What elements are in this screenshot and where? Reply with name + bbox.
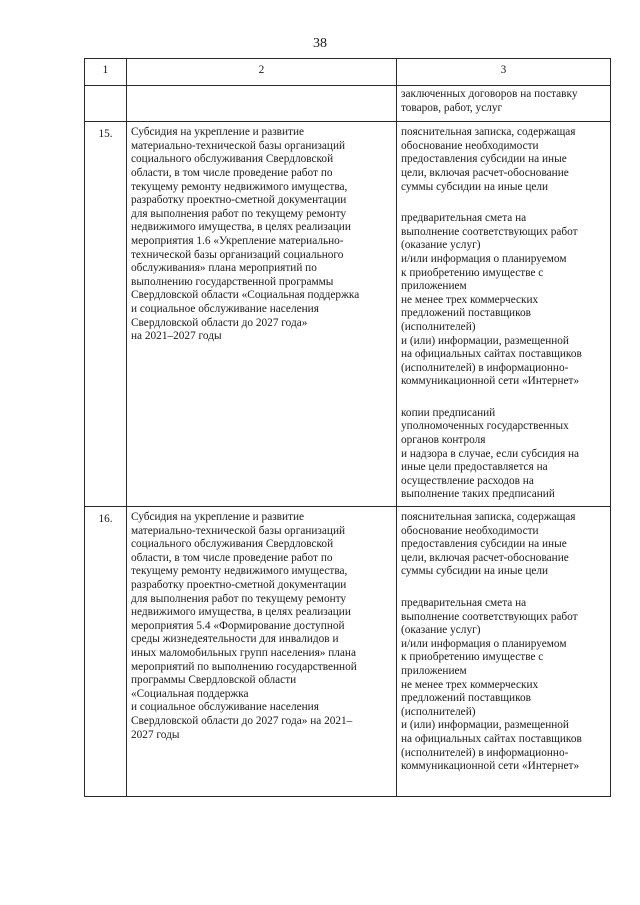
continued-text: заключенных договоров на поставку товаров, работ, услуг [401,88,578,114]
document-item: пояснительная записка, содержащая обоснование необходимости предоставления субсидии на иные цели, включая расчет-обоснование суммы субсидии на иные цели [401,511,576,578]
continuation-docs-cell [397,86,611,122]
row-number: 15. [85,122,127,507]
document-item: предварительная смета на выполнение соответствующих работ (оказание услуг) и/или информация о планируемом к приобретению имуществе с приложением не менее трех коммерческих предложений поставщиков (исполнителей) и (или) информации, размещенной на официальных сайтах поставщиков (исполнителей) в информационно- коммуникационной сети «Интернет» [401,597,582,773]
document-item: копии предписаний уполномоченных государственных органов контроля и надзора в случае, если субсидия на иные цели предоставляется на осуществление расходов на выполнение таких предписаний [401,406,580,501]
continuation-num-cell [85,86,127,122]
subsidy-description: Субсидия на укрепление и развитие материально-технической базы организаций социального обслуживания Свердловской области, в том числе проведение работ по текущему ремонту недвижимого имущества, разработку проектно-сметной документации для выполнения работ по текущему ремонту недвижимого имущества, в целях реализации мероприятия 1.6 «Укрепление материально- технической базы организаций социального обслуживания» плана мероприятий по выполнению государственной программы Свердловской области «Социальная поддержка и социальное обслуживание населения Свердловской области до 2027 года» на 2021–2027 годы [131,126,360,343]
row-number: 16. [85,507,127,797]
document-item: предварительная смета на выполнение соответствующих работ (оказание услуг) и/или информация о планируемом к приобретению имуществе с приложением не менее трех коммерческих предложений поставщиков (исполнителей) и (или) информации, размещенной на официальных сайтах поставщиков (исполнителей) в информационно- коммуникационной сети «Интернет» [401,212,582,388]
page-number: 38 [313,36,327,51]
continuation-row [85,86,611,122]
description-cell [127,122,397,507]
table-header-row [85,59,611,86]
column-header-3: 3 [397,59,611,86]
description-cell [127,507,397,797]
column-header-1: 1 [85,59,127,86]
documents-cell [397,122,611,507]
document-table [84,58,611,797]
documents-cell [397,507,611,797]
continuation-description-cell [127,86,397,122]
document-item: пояснительная записка, содержащая обоснование необходимости предоставления субсидии на иные цели, включая расчет-обоснование суммы субсидии на иные цели [401,126,576,193]
column-header-2: 2 [127,59,397,86]
table-row-15 [85,122,611,507]
table-row-16 [85,507,611,797]
subsidy-description: Субсидия на укрепление и развитие материально-технической базы организаций социального обслуживания Свердловской области, в том числе проведение работ по текущему ремонту недвижимого имущества, разработку проектно-сметной документации для выполнения работ по текущему ремонту недвижимого имущества, в целях реализации мероприятия 5.4 «Формирование доступной среды жизнедеятельности для инвалидов и иных маломобильных групп населения» плана мероприятий по выполнению государственной программы Свердловской области «Социальная поддержка и социальное обслуживание населения Свердловской области до 2027 года» на 2021– 2027 годы [131,511,357,741]
